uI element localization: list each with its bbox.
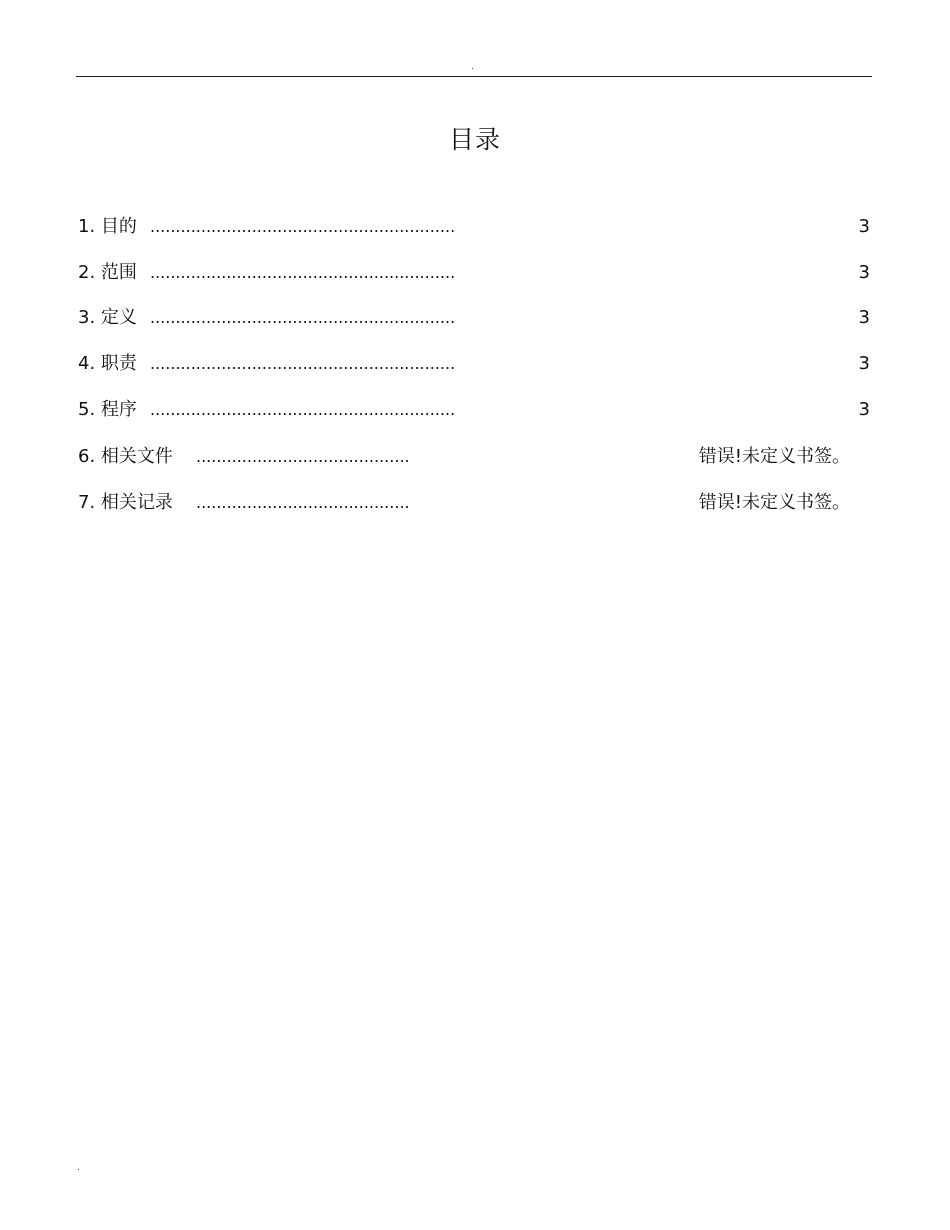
toc-entry-leader: ............................................................ [150, 400, 456, 419]
toc-entry-page: 3 [858, 307, 870, 328]
toc-entry-leader: .......................................... [196, 493, 410, 512]
toc-entry-label: 7. 相关记录 [78, 492, 173, 513]
toc-entry-label: 6. 相关文件 [78, 446, 173, 467]
toc-entry-procedure[interactable] [76, 397, 872, 423]
toc-entry-label: 4. 职责 [78, 353, 137, 374]
toc-entry-related-documents[interactable] [76, 444, 872, 470]
header-rule [76, 76, 872, 77]
toc-entry-leader: ............................................................ [150, 217, 456, 236]
toc-entry-label: 1. 目的 [78, 216, 137, 237]
toc-entry-leader: ............................................................ [150, 263, 456, 282]
toc-entry-responsibility[interactable] [76, 351, 872, 377]
toc-entry-label: 5. 程序 [78, 399, 137, 420]
toc-entry-related-records[interactable] [76, 490, 872, 516]
toc-entry-label: 3. 定义 [78, 307, 137, 328]
toc-entry-page: 3 [858, 399, 870, 420]
footer-mark: . [77, 1163, 80, 1173]
toc-entry-page-error: 错误!未定义书签。 [698, 446, 850, 467]
toc-entry-leader: .......................................... [196, 447, 410, 466]
toc-entry-leader: ............................................................ [150, 308, 456, 327]
header-mark: . [471, 62, 474, 72]
toc-entry-definition[interactable] [76, 305, 872, 331]
toc-entry-purpose[interactable] [76, 214, 872, 240]
toc-entry-scope[interactable] [76, 260, 872, 286]
toc-entry-page: 3 [858, 262, 870, 283]
toc-entry-page: 3 [858, 353, 870, 374]
toc-entry-leader: ............................................................ [150, 354, 456, 373]
toc-entry-page: 3 [858, 216, 870, 237]
toc-title: 目录 [448, 125, 501, 154]
toc-entry-page-error: 错误!未定义书签。 [698, 492, 850, 513]
toc-entry-label: 2. 范围 [78, 262, 137, 283]
